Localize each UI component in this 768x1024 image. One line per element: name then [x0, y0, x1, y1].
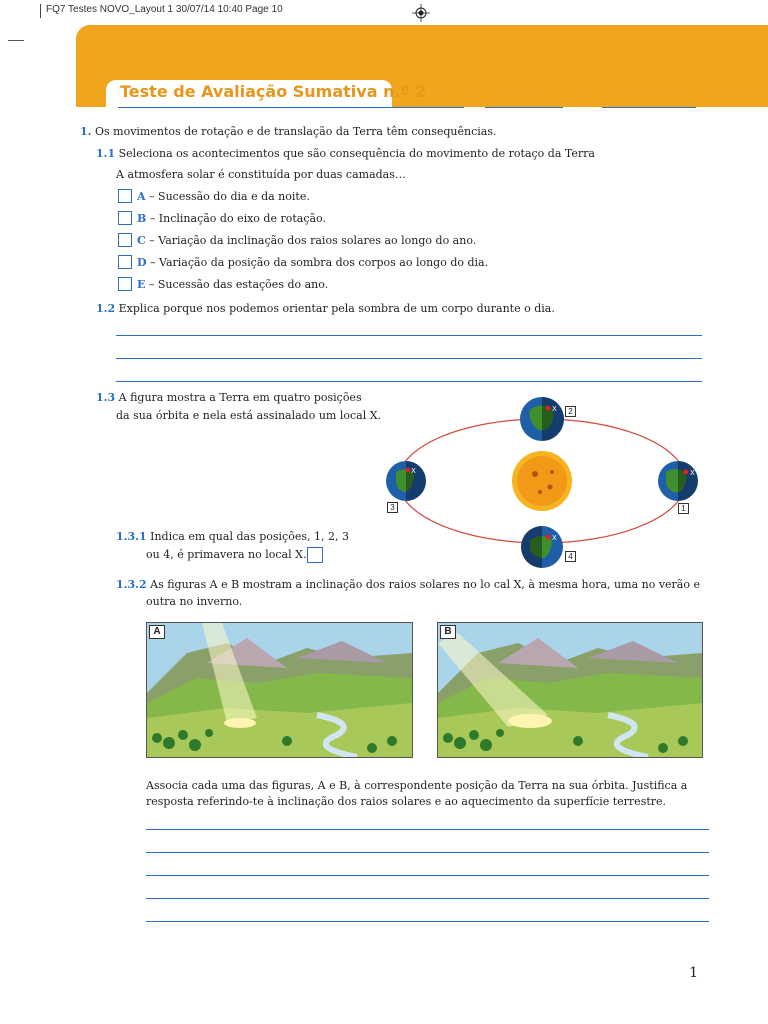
location-x-marker: X — [552, 405, 557, 413]
option-letter: D — [137, 256, 147, 269]
option-e-checkbox[interactable] — [118, 277, 132, 291]
answer-box[interactable] — [307, 547, 323, 563]
question-number: 1.3.1 — [116, 530, 147, 543]
print-slug: FQ7 Testes NOVO_Layout 1 30/07/14 10:40 Page 10 — [46, 4, 283, 15]
figure-b-label: B — [440, 625, 456, 639]
question-text: As figuras A e B mostram a inclinação dos raios solares no lo cal X, à mesma hora, uma no verão e — [150, 578, 700, 591]
class-field-line[interactable] — [602, 107, 696, 108]
earth-position-2-icon — [520, 397, 564, 441]
question-1-3-1 — [116, 530, 349, 544]
question-1-3-2 — [116, 578, 700, 592]
option-b-checkbox[interactable] — [118, 211, 132, 225]
location-x-marker: X — [690, 469, 695, 477]
answer-line[interactable] — [116, 381, 702, 382]
question-number: 1.2 — [96, 302, 116, 315]
question-text-line2: da sua órbita e nela está assinalado um local X. — [116, 409, 382, 422]
answer-line[interactable] — [146, 852, 709, 853]
location-x-marker: X — [411, 467, 416, 475]
position-label-4: 4 — [565, 551, 576, 562]
option-letter: E — [137, 278, 146, 291]
crop-mark — [8, 40, 24, 41]
question-number: 1.1 — [96, 147, 116, 160]
option-b — [137, 212, 326, 226]
option-letter: B — [137, 212, 147, 225]
location-x-marker: X — [552, 534, 557, 542]
orbit-diagram — [380, 392, 710, 572]
option-text: – Inclinação do eixo de rotação. — [149, 212, 326, 225]
option-text: – Sucessão das estações do ano. — [148, 278, 329, 291]
question-number: 1.3.2 — [116, 578, 147, 591]
question-1 — [80, 125, 496, 139]
page-number: 1 — [689, 965, 698, 981]
option-d-checkbox[interactable] — [118, 255, 132, 269]
landscape-a-image — [147, 623, 412, 757]
question-text: A figura mostra a Terra em quatro posições — [118, 391, 362, 404]
name-field-line[interactable] — [118, 107, 464, 108]
answer-line[interactable] — [116, 358, 702, 359]
answer-line[interactable] — [146, 829, 709, 830]
slug-rule — [40, 4, 41, 18]
question-1-3 — [96, 391, 362, 405]
associate-text-line2: resposta referindo-te à inclinação dos raios solares e ao aquecimento da superfície terrestre. — [146, 795, 667, 808]
option-letter: C — [137, 234, 146, 247]
landscape-b-image — [438, 623, 702, 757]
question-text: Explica porque nos podemos orientar pela sombra de um corpo durante o dia. — [118, 302, 555, 315]
answer-line[interactable] — [116, 335, 702, 336]
figure-a-label: A — [149, 625, 165, 639]
figure-a — [146, 622, 413, 758]
associate-text-line1: Associa cada uma das figuras, A e B, à correspondente posição da Terra na sua órbita. Justifica a — [146, 779, 688, 792]
earth-position-3-icon — [386, 461, 426, 501]
option-c — [137, 234, 476, 248]
position-label-1: 1 — [678, 503, 689, 514]
option-a — [137, 190, 310, 204]
question-text: Indica em qual das posições, 1, 2, 3 — [150, 530, 349, 543]
registration-mark-icon — [412, 4, 430, 22]
question-number: 1.3 — [96, 391, 116, 404]
question-text: Os movimentos de rotação e de translação da Terra têm consequências. — [94, 125, 497, 138]
option-letter: A — [137, 190, 146, 203]
question-number: 1. — [80, 125, 92, 138]
number-field-line[interactable] — [485, 107, 563, 108]
option-a-checkbox[interactable] — [118, 189, 132, 203]
figure-b — [437, 622, 703, 758]
position-label-2: 2 — [565, 406, 576, 417]
question-1-1 — [96, 147, 595, 161]
option-d — [137, 256, 488, 270]
answer-line[interactable] — [146, 875, 709, 876]
answer-line[interactable] — [146, 921, 709, 922]
question-1-2 — [96, 302, 555, 316]
sun-icon — [512, 451, 572, 511]
position-label-3: 3 — [387, 502, 398, 513]
question-text-line2: ou 4, é primavera no local X. — [146, 548, 307, 561]
option-text: – Sucessão do dia e da noite. — [149, 190, 310, 203]
question-text: Seleciona os acontecimentos que são consequência do movimento de rotaço da Terra — [118, 147, 595, 160]
page-title: Teste de Avaliação Sumativa n.º 2 — [120, 82, 427, 101]
option-text: – Variação da posição da sombra dos corpos ao longo do dia. — [150, 256, 489, 269]
option-e — [137, 278, 328, 292]
question-subtext: A atmosfera solar é constituída por duas camadas… — [116, 168, 406, 181]
option-c-checkbox[interactable] — [118, 233, 132, 247]
option-text: – Variação da inclinação dos raios solares ao longo do ano. — [149, 234, 477, 247]
earth-position-4-icon — [521, 526, 563, 568]
earth-position-1-icon — [658, 461, 698, 501]
question-text-line2: outra no inverno. — [146, 595, 243, 608]
answer-line[interactable] — [146, 898, 709, 899]
